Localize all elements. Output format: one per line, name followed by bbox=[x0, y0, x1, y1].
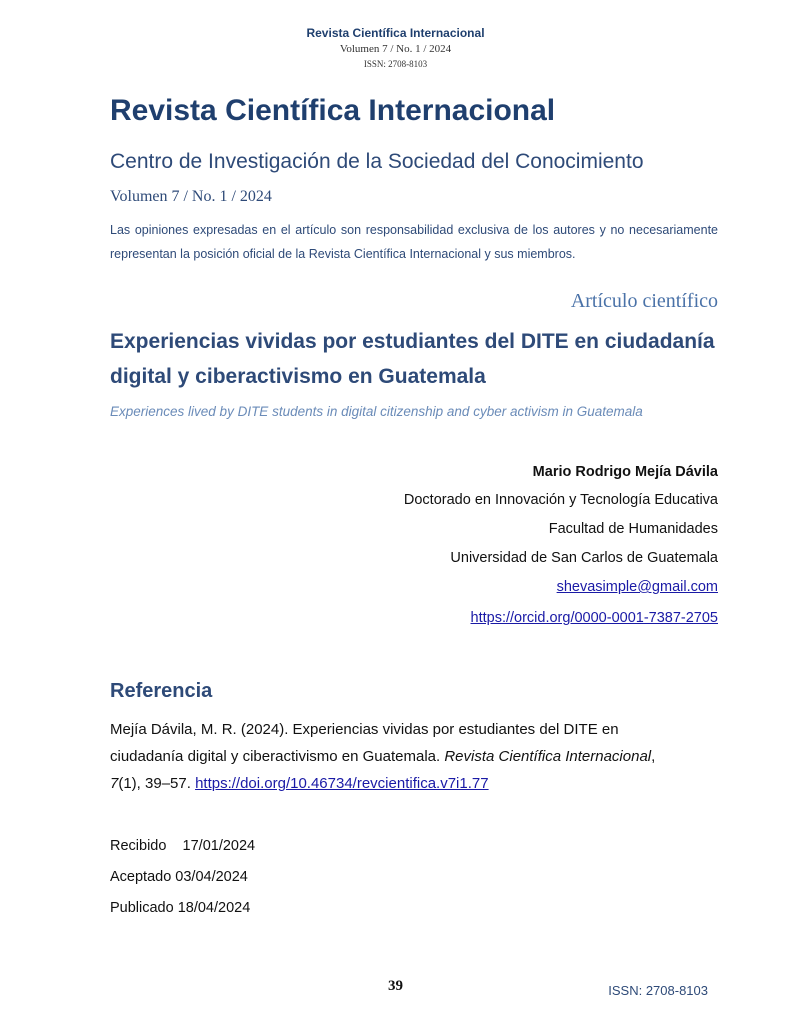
doi-link[interactable]: https://doi.org/10.46734/revcientifica.v7i1.77 bbox=[195, 775, 489, 792]
journal-title: Revista Científica Internacional bbox=[110, 94, 556, 127]
date-published: Publicado 18/04/2024 bbox=[110, 900, 251, 916]
running-header-issn: ISSN: 2708-8103 bbox=[363, 59, 428, 69]
article-title: Experiencias vividas por estudiantes del DITE en ciudadanía digital y ciberactivismo en Guatemala bbox=[110, 330, 715, 388]
reference-sep: , bbox=[651, 748, 656, 765]
reference-text bbox=[110, 716, 670, 797]
running-header-volume: Volumen 7 / No. 1 / 2024 bbox=[339, 43, 452, 55]
author-email-link[interactable]: shevasimple@gmail.com bbox=[556, 579, 718, 595]
date-accepted: Aceptado 03/04/2024 bbox=[110, 869, 248, 885]
running-header-journal: Revista Científica Internacional bbox=[306, 26, 485, 40]
reference-journal: Revista Científica Internacional bbox=[444, 748, 652, 765]
center-name: Centro de Investigación de la Sociedad del Conocimiento bbox=[110, 150, 644, 173]
author-university: Universidad de San Carlos de Guatemala bbox=[450, 550, 718, 566]
disclaimer: Las opiniones expresadas en el artículo son responsabilidad exclusiva de los autores y no necesariamente representan la posición oficial de la Revista Científica Internacional y sus miembros. bbox=[110, 223, 718, 261]
footer-issn: ISSN: 2708-8103 bbox=[608, 983, 708, 998]
reference-body: Mejía Dávila, M. R. (2024). Experiencias vividas por estudiantes del DITE en ciudadanía digital y ciberactivismo en Guatemala. bbox=[110, 721, 619, 765]
english-title: Experiences lived by DITE students in digital citizenship and cyber activism in Guatemala bbox=[110, 404, 643, 419]
volume-label: Volumen 7 / No. 1 / 2024 bbox=[110, 188, 272, 205]
page-number: 39 bbox=[388, 978, 403, 994]
author-orcid-link[interactable]: https://orcid.org/0000-0001-7387-2705 bbox=[470, 610, 718, 626]
author-name: Mario Rodrigo Mejía Dávila bbox=[532, 464, 718, 480]
article-type: Artículo científico bbox=[570, 290, 718, 312]
date-received: Recibido 17/01/2024 bbox=[110, 838, 256, 854]
reference-volume: 7 bbox=[110, 775, 119, 792]
author-program: Doctorado en Innovación y Tecnología Educativa bbox=[403, 492, 718, 508]
author-faculty: Facultad de Humanidades bbox=[548, 521, 718, 537]
reference-pages: (1), 39–57. bbox=[118, 775, 196, 792]
reference-heading: Referencia bbox=[110, 680, 213, 702]
